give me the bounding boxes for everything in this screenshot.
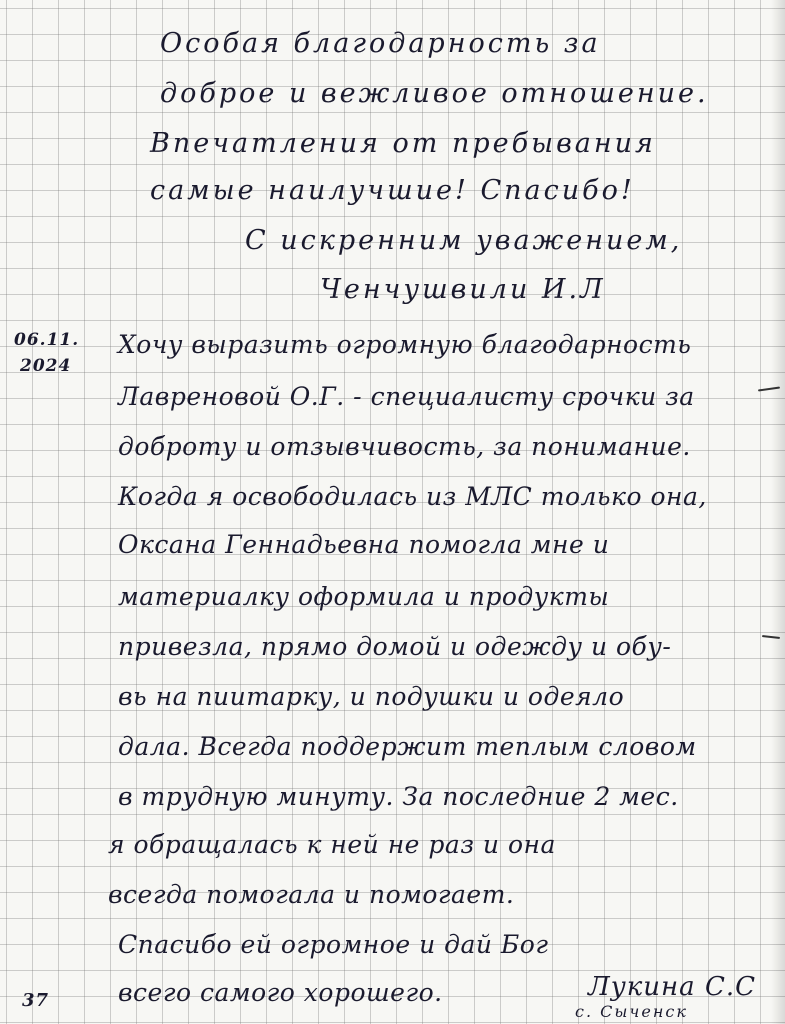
entry2-date-day: 06.11. [14,330,80,350]
entry2-line-14: всего самого хорошего. [118,978,443,1007]
entry2-line-2: Лавреновой О.Г. - специалисту срочки за [118,382,695,411]
entry2-line-1: Хочу выразить огромную благодарность [118,330,692,359]
entry2-line-7: привезла, прямо домой и одежду и обу- [118,632,672,661]
entry2-line-12: всегда помогала и помогает. [108,880,515,909]
entry2-line-11: я обращалась к ней не раз и она [108,830,556,859]
entry2-line-13: Спасибо ей огромное и дай Бог [118,930,549,959]
entry2-line-5: Оксана Геннадьевна помогла мне и [118,530,610,559]
entry2-signature-sub: с. Сыченск [575,1002,688,1021]
entry1-line-2: доброе и вежливое отношение. [160,78,709,109]
entry2-date-year: 2024 [20,356,72,376]
entry1-closing: С искренним уважением, [245,225,683,256]
entry2-line-4: Когда я освободилась из МЛС только она, [118,482,707,511]
entry2-line-10: в трудную минуту. За последние 2 мес. [118,782,679,811]
entry2-signature: Лукина С.С [588,972,756,1002]
entry1-line-4: самые наилучшие! Спасибо! [150,175,635,206]
page-edge-shadow [771,0,785,1024]
entry2-line-8: вь на пиитарку, и подушки и одеяло [118,682,625,711]
entry1-signature: Ченчушвили И.Л [320,274,606,305]
entry2-line-3: доброту и отзывчивость, за понимание. [118,432,691,461]
entry1-line-3: Впечатления от пребывания [150,128,656,159]
entry1-line-1: Особая благодарность за [160,28,601,59]
page-number: 37 [22,990,50,1011]
entry2-line-9: дала. Всегда поддержит теплым словом [118,732,697,761]
entry2-line-6: материалку оформила и продукты [118,582,610,611]
